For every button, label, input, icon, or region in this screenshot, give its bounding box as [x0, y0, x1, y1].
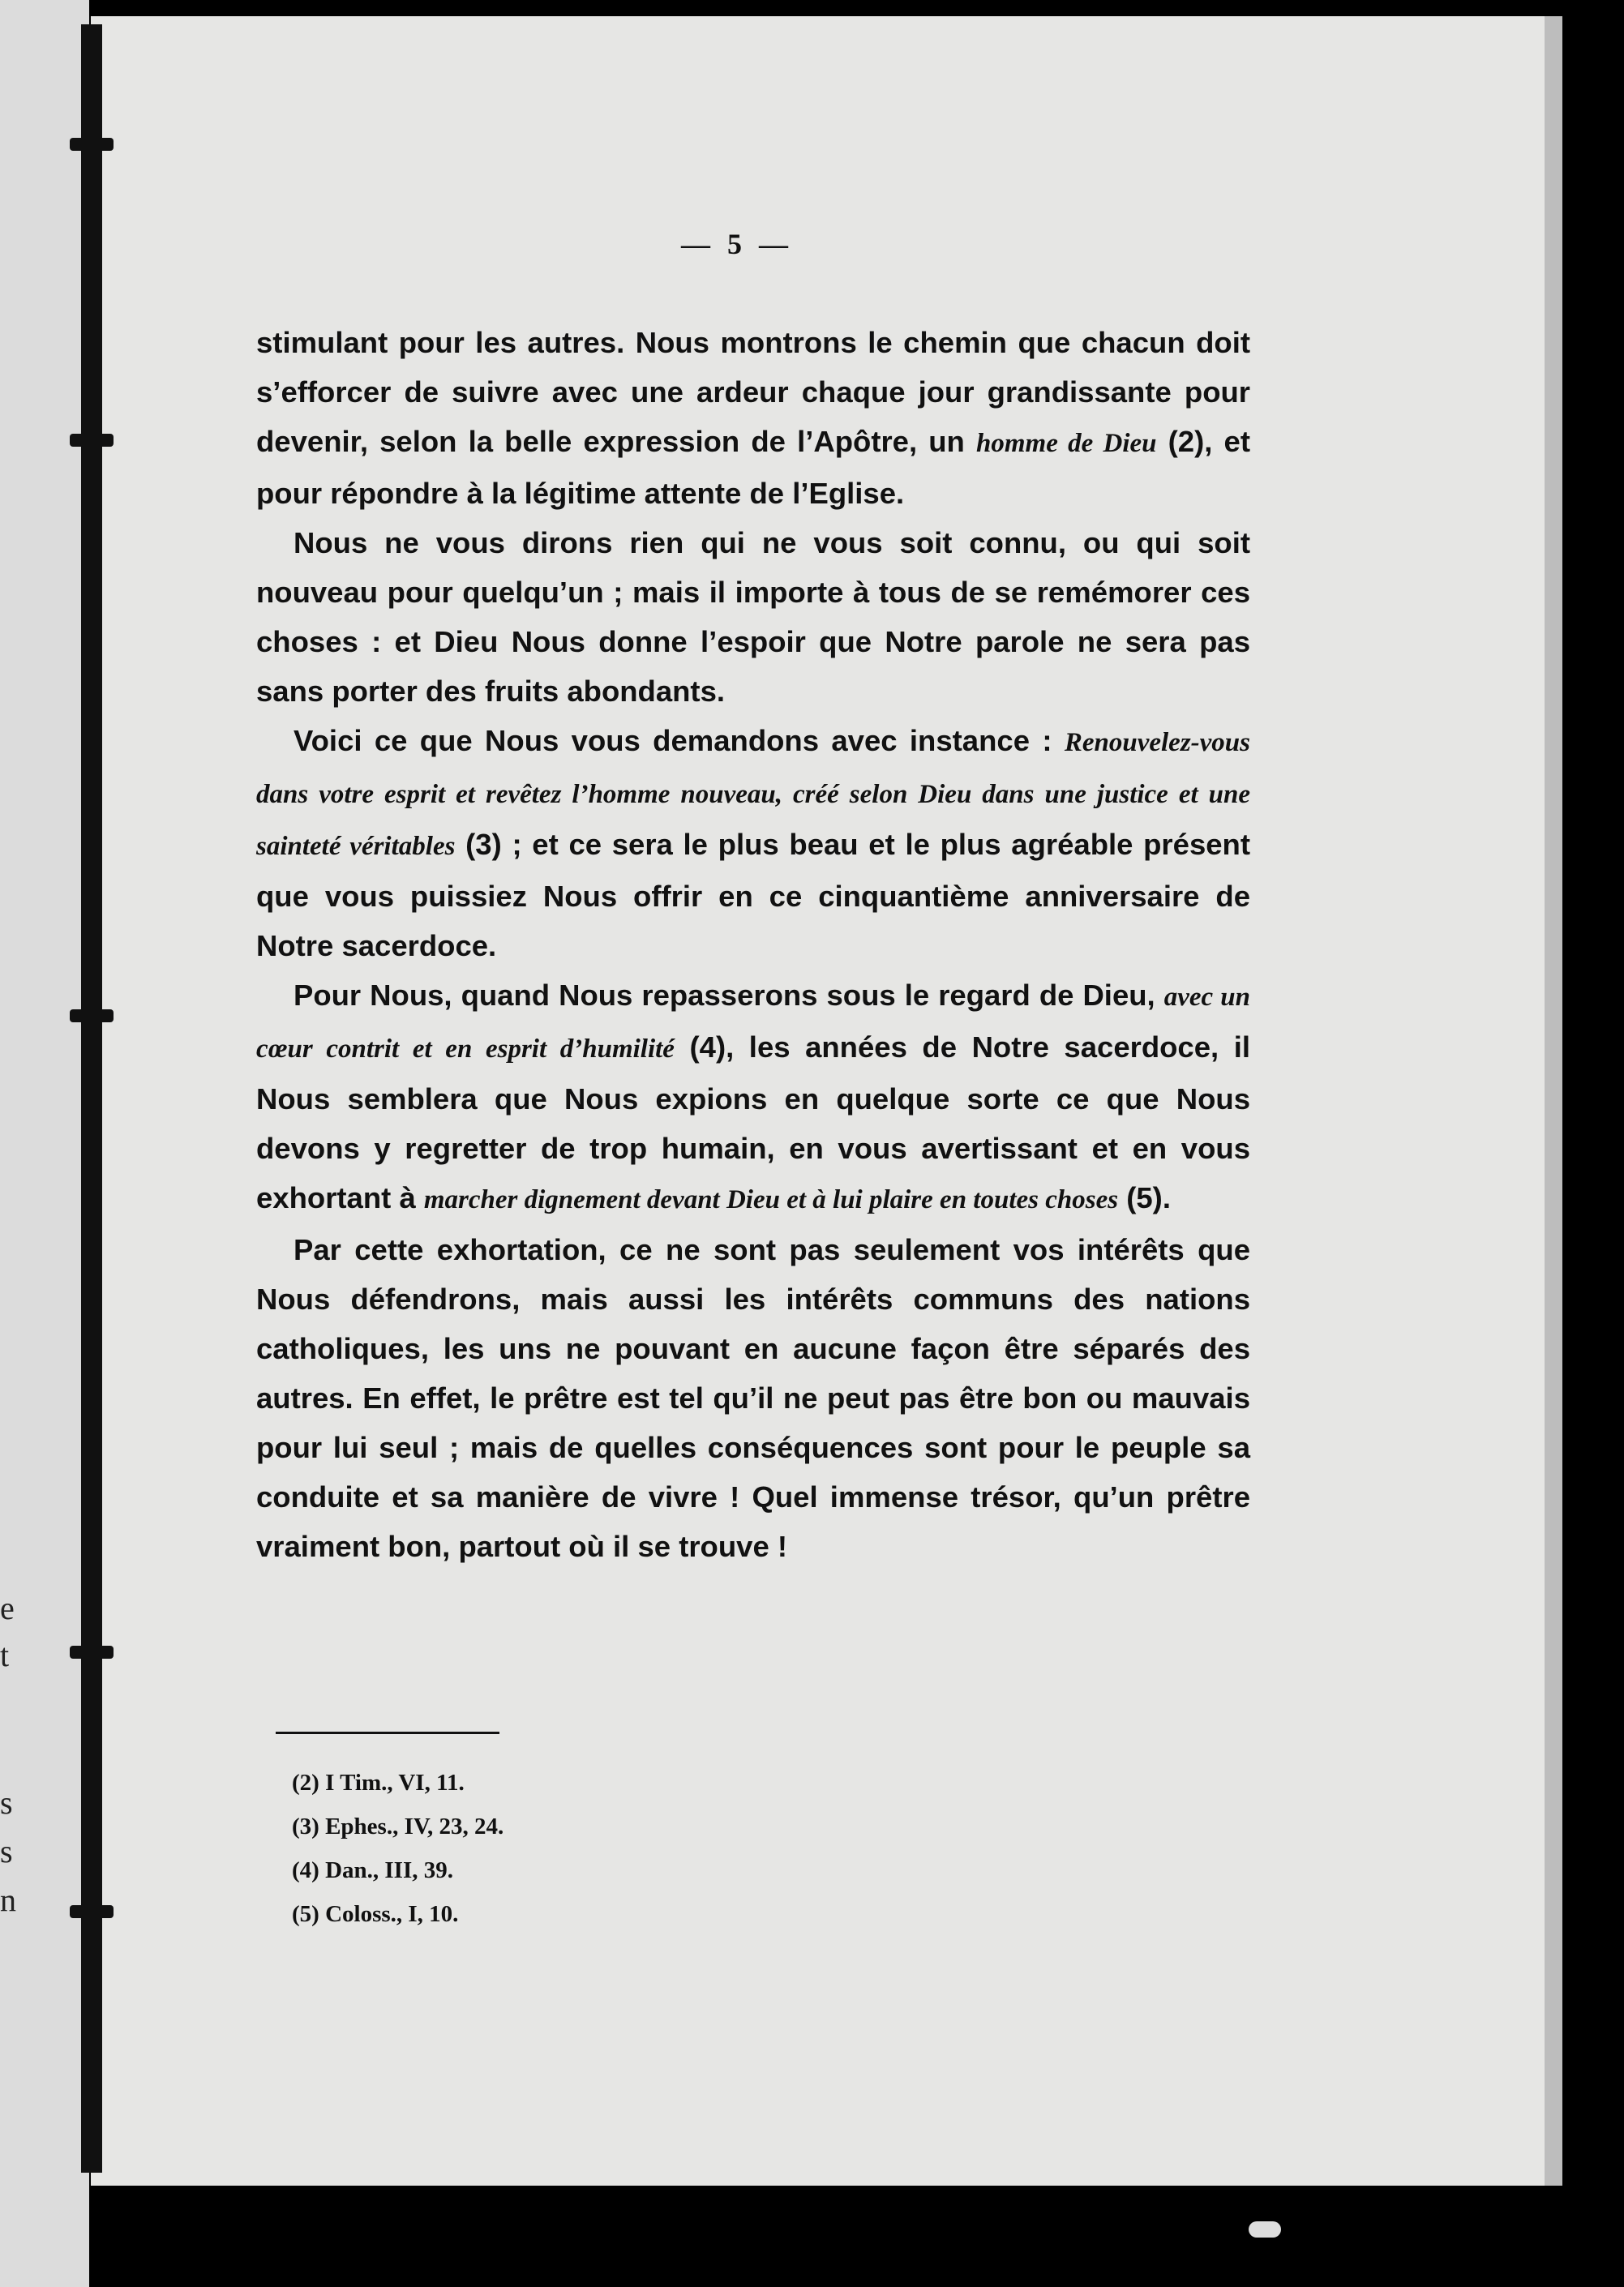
facing-page-edge — [0, 0, 89, 2287]
italic-run: avec un cœur contrit et en esprit d’humilité — [256, 983, 1251, 1064]
footnote-separator — [276, 1732, 499, 1734]
page-right-edge — [1545, 16, 1562, 2186]
paragraph: Par cette exhortation, ce ne sont pas seulement vos intérêts que Nous défendrons, mais aussi les intérêts communs des nations catholiques, les uns ne pouvant en aucune façon être séparés des autres. En effet, le prêtre est tel qu’il ne peut pas être bon ou mauvais pour lui seul ; mais de quelles conséquences sont pour le peuple sa conduite et sa manière de vivre ! Quel immense trésor, qu’un prêtre vraiment bon, partout où il se trouve ! — [256, 1233, 1250, 1563]
facing-page-letter: t — [0, 1637, 10, 1673]
footnote: (4) Dan., III, 39. — [292, 1857, 453, 1883]
binding-ring — [70, 434, 114, 447]
binding-strip — [81, 24, 102, 2173]
text-run: (3) ; et ce sera le plus beau et le plus agréable présent que vous puissiez Nous offrir en ce cinquantième anniversaire de Notre sacerdoce. — [256, 828, 1250, 962]
text-run: Voici ce que Nous vous demandons avec instance : — [294, 724, 1065, 757]
binding-ring — [70, 138, 114, 151]
text-run: (5). — [1118, 1181, 1171, 1214]
facing-page-letter: s — [0, 1833, 13, 1869]
footnotes — [292, 1761, 503, 1936]
binding-ring — [70, 1905, 114, 1918]
facing-page-letter: s — [0, 1784, 13, 1821]
italic-run: marcher dignement devant Dieu et à lui plaire en toutes choses — [423, 1185, 1119, 1214]
footnote: (5) Coloss., I, 10. — [292, 1901, 459, 1927]
italic-run: homme de Dieu — [976, 429, 1157, 458]
facing-page-letter: e — [0, 1590, 15, 1626]
paragraph — [256, 318, 1250, 518]
text-run: (4), les années de Notre sacerdoce, il Nous semblera que Nous expions en quelque sorte ce que Nous devons y regretter de trop humain, en vous avertissant et en vous exhortant à — [256, 1030, 1250, 1214]
facing-page-letter: n — [0, 1882, 16, 1918]
italic-run: Renouvelez-vous dans votre esprit et revêtez l’homme nouveau, créé selon Dieu dans une justice et une sainteté véritables — [256, 728, 1250, 861]
binding-ring — [70, 1646, 114, 1659]
paragraph — [256, 716, 1250, 970]
body-text — [256, 318, 1250, 1571]
text-run: Pour Nous, quand Nous repasserons sous le regard de Dieu, — [294, 979, 1164, 1012]
footnote: (2) I Tim., VI, 11. — [292, 1770, 465, 1796]
text-run: (2), et pour répondre à la légitime attente de l’Eglise. — [256, 425, 1250, 510]
footnote: (3) Ephes., IV, 23, 24. — [292, 1814, 504, 1839]
paragraph: Nous ne vous dirons rien qui ne vous soit connu, ou qui soit nouveau pour quelqu’un ; mais il importe à tous de se remémorer ces choses : et Dieu Nous donne l’espoir que Notre parole ne sera pas sans porter des fruits abondants. — [256, 526, 1250, 708]
scan-artifact — [1249, 2221, 1281, 2238]
text-run: stimulant pour les autres. Nous montrons le chemin que chacun doit s’efforcer de suivre avec une ardeur chaque jour grandissante pour devenir, selon la belle expression de l’Apôtre, un — [256, 326, 1250, 458]
page-number: — 5 — — [681, 228, 793, 260]
binding-ring — [70, 1009, 114, 1022]
paragraph — [256, 970, 1250, 1225]
